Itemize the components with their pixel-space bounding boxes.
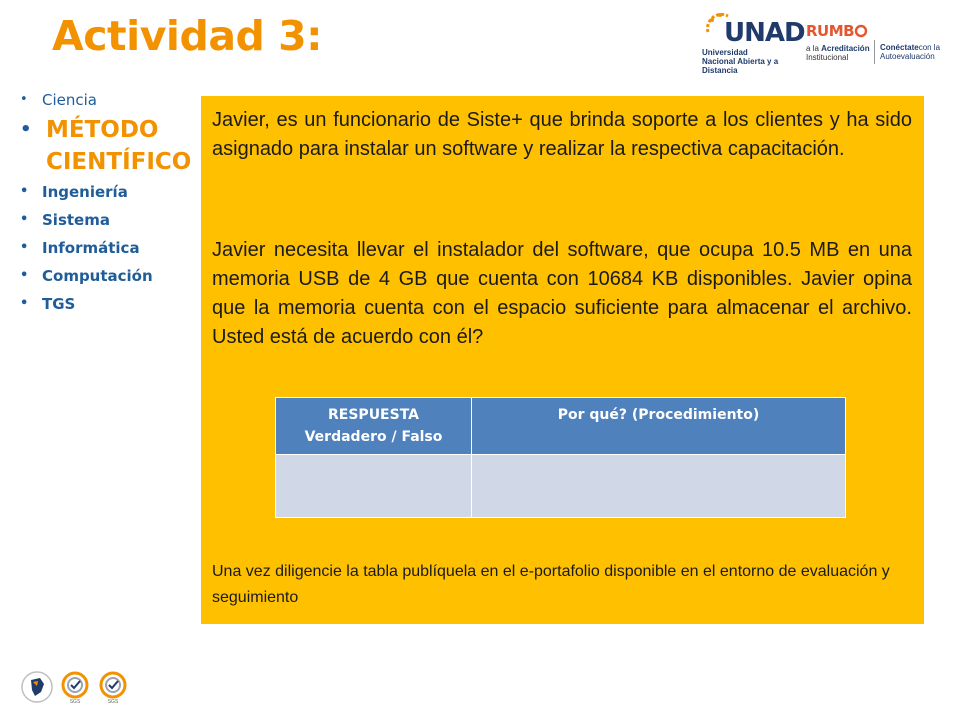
rumbo-subtitle: a la Acreditación Institucional [806, 44, 870, 62]
instructions-note: Una vez diligencie la tabla publíquela en el e-portafolio disponible en el entorno de evaluación y seguimiento [212, 563, 890, 606]
activity-panel [201, 96, 924, 624]
page-title: Actividad 3: [52, 12, 323, 60]
rumbo-logo-icon [854, 24, 868, 38]
rumbo-wordmark: RUMB [806, 22, 868, 40]
unad-wordmark: UNAD [724, 18, 805, 48]
problem-paragraph-2: Javier necesita llevar el instalador del software, que ocupa 10.5 MB en una memoria USB de 4 GB que cuenta con 10684 KB disponibles. Javier opina que la memoria cuenta con el espacio suficiente para almacenar el archivo. Usted está de acuerdo con él? [212, 239, 912, 348]
quality-badge-icon [60, 670, 92, 704]
conectate-text: Conéctatecon la Autoevaluación [880, 43, 941, 61]
table-header-procedure: Por qué? (Procedimiento) [472, 398, 846, 455]
topic-item: • Informática [20, 234, 198, 262]
topic-item: • Ingeniería [20, 178, 198, 206]
topic-item: • Sistema [20, 206, 198, 234]
badge-caption: SGS [107, 699, 119, 704]
topic-item: • Computación [20, 262, 198, 290]
topic-item: • TGS [20, 290, 198, 318]
problem-paragraph-1: Javier, es un funcionario de Siste+ que brinda soporte a los clientes y ha sido asignado para instalar un software y realizar la respectiva capacitación. [212, 109, 912, 160]
unad-subtitle: Universidad Nacional Abierta y a Distancia [702, 48, 779, 75]
answer-table [275, 397, 846, 518]
table-header-answer: RESPUESTA Verdadero / Falso [276, 398, 472, 455]
table-row [276, 455, 846, 518]
quality-badge-icon [98, 670, 130, 704]
colombia-map-icon [20, 670, 54, 704]
topic-item-highlighted: • MÉTODO CIENTÍFICO [20, 114, 198, 178]
table-header-row [276, 398, 846, 455]
procedure-cell[interactable] [472, 455, 846, 518]
answer-cell[interactable] [276, 455, 472, 518]
badge-caption: SGS [69, 699, 81, 704]
topic-list [20, 86, 198, 318]
topic-item: • Ciencia [20, 86, 198, 114]
logo-divider [874, 40, 875, 64]
